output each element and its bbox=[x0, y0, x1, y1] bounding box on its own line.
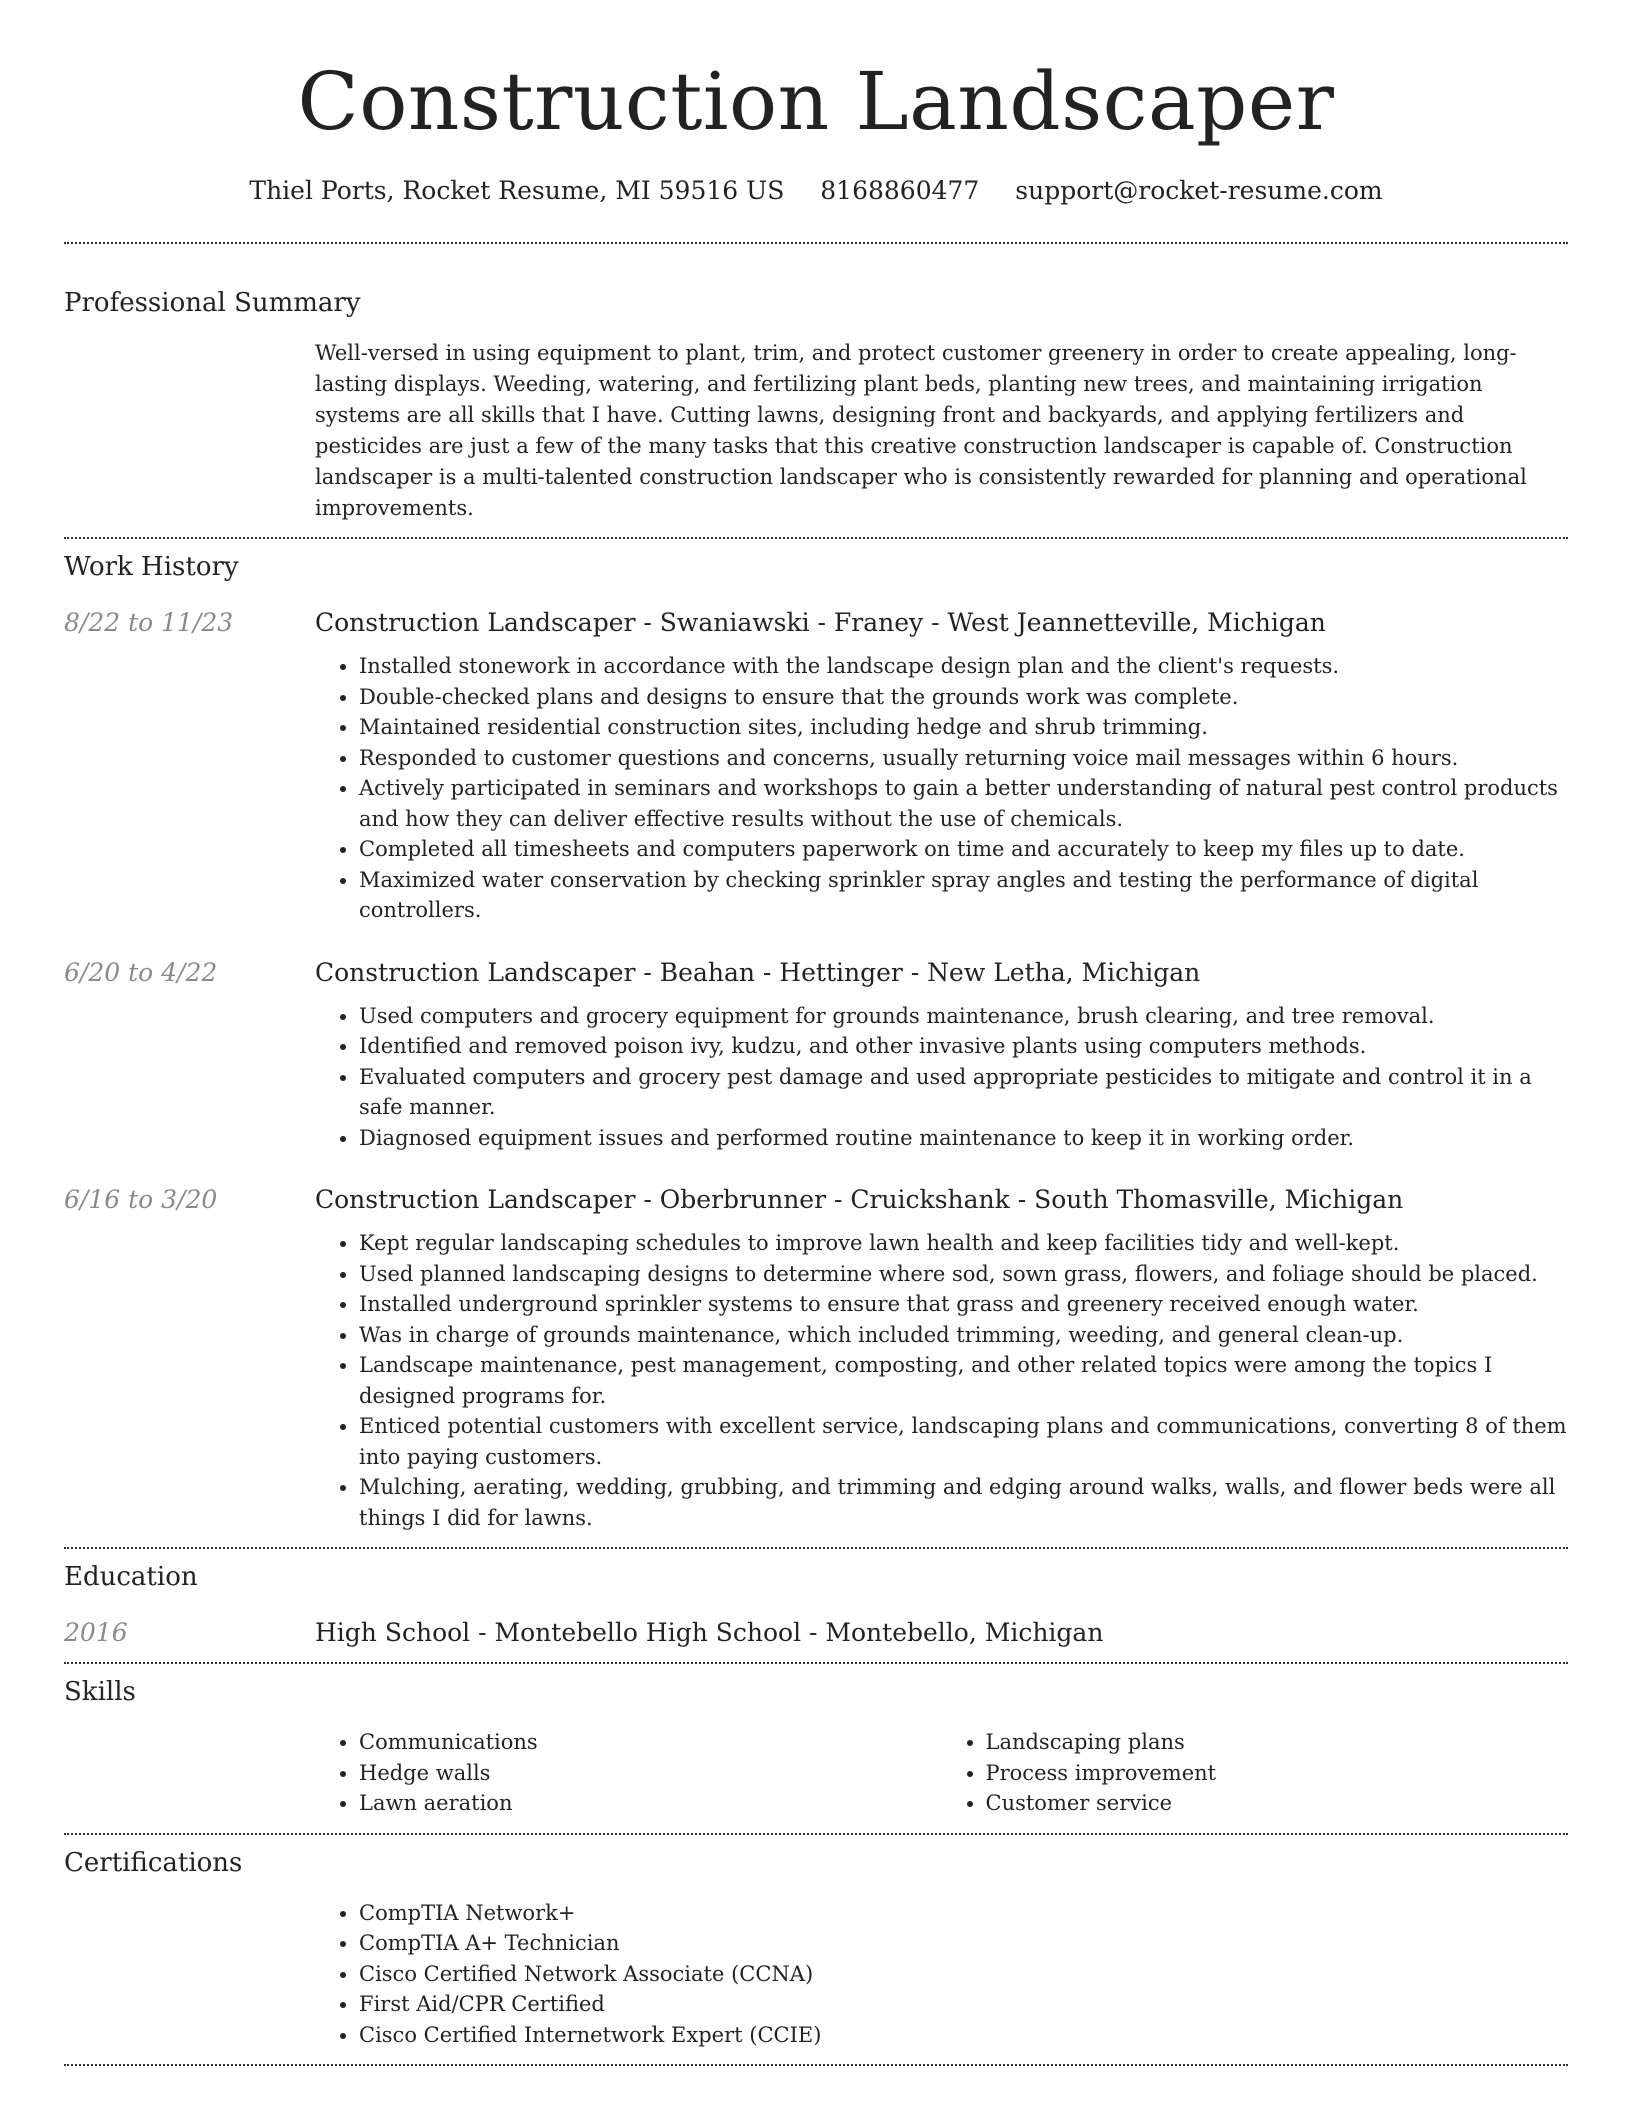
job-bullets bbox=[315, 1001, 1568, 1154]
section-divider bbox=[64, 1833, 1568, 1835]
contact-line bbox=[64, 174, 1568, 208]
job-entry bbox=[64, 1183, 1568, 1533]
skills-section bbox=[64, 1675, 1568, 1819]
certifications-spacer bbox=[64, 1898, 315, 2051]
contact-email: support@rocket-resume.com bbox=[1015, 176, 1383, 205]
job-title: Construction Landscaper - Swaniawski - Franey - West Jeannetteville, Michigan bbox=[315, 608, 1326, 637]
section-divider bbox=[64, 242, 1568, 244]
skills-spacer bbox=[64, 1727, 315, 1819]
contact-phone: 8168860477 bbox=[820, 176, 980, 205]
skills-list-left bbox=[315, 1727, 942, 1819]
list-item: • Landscaping plans bbox=[986, 1727, 1569, 1758]
section-divider bbox=[64, 537, 1568, 539]
section-divider bbox=[64, 2064, 1568, 2066]
list-item: • Process improvement bbox=[986, 1758, 1569, 1789]
list-item: • Used planned landscaping designs to determine where sod, sown grass, flowers, and foliage should be placed. bbox=[359, 1259, 1568, 1290]
list-item: • Evaluated computers and grocery pest damage and used appropriate pesticides to mitigate and control it in a safe manner. bbox=[359, 1062, 1568, 1123]
list-item: • Landscape maintenance, pest management, composting, and other related topics were among the topics I designed programs for. bbox=[359, 1350, 1568, 1411]
summary-section bbox=[64, 286, 1568, 524]
job-title: Construction Landscaper - Beahan - Hettinger - New Letha, Michigan bbox=[315, 957, 1201, 987]
section-divider bbox=[64, 1547, 1568, 1549]
list-item: • Cisco Certified Internetwork Expert (CCIE) bbox=[359, 2020, 1568, 2051]
certifications-section bbox=[64, 1846, 1568, 2051]
job-title: Construction Landscaper - Oberbrunner - Cruickshank - South Thomasville, Michigan bbox=[315, 1185, 1404, 1214]
resume-page bbox=[64, 0, 1568, 2066]
work-history-section bbox=[64, 550, 1568, 1533]
list-item: • Installed stonework in accordance with the landscape design plan and the client's requests. bbox=[359, 651, 1568, 682]
education-entry bbox=[64, 1616, 1568, 1650]
summary-spacer bbox=[64, 338, 315, 524]
list-item: • Kept regular landscaping schedules to improve lawn health and keep facilities tidy and well-kept. bbox=[359, 1228, 1568, 1259]
education-year: 2016 bbox=[64, 1618, 128, 1647]
summary-text: Well-versed in using equipment to plant, trim, and protect customer greenery in order to create appealing, long-lasting displays. Weeding, watering, and fertilizing plant beds, planting new trees, and maintaining irrigation systems are all skills that I have. Cutting lawns, designing front and backyards, and applying fertilizers and pesticides are just a few of the many tasks that this creative construction landscaper is capable of. Construction landscaper is a multi-talented construction landscaper who is consistently rewarded for planning and operational improvements. bbox=[315, 341, 1527, 520]
job-bullets bbox=[315, 651, 1568, 926]
job-entry bbox=[64, 956, 1568, 1154]
list-item: • Actively participated in seminars and workshops to gain a better understanding of natural pest control products and how they can deliver effective results without the use of chemicals. bbox=[359, 773, 1568, 834]
list-item: • Maintained residential construction sites, including hedge and shrub trimming. bbox=[359, 712, 1568, 743]
contact-address: Thiel Ports, Rocket Resume, MI 59516 US bbox=[249, 176, 785, 205]
section-title-certifications: Certifications bbox=[64, 1847, 243, 1878]
list-item: • Mulching, aerating, wedding, grubbing, and trimming and edging around walks, walls, and flower beds were all things I did for lawns. bbox=[359, 1472, 1568, 1533]
list-item: • Lawn aeration bbox=[359, 1788, 942, 1819]
certifications-list bbox=[315, 1898, 1568, 2051]
list-item: • Maximized water conservation by checking sprinkler spray angles and testing the performance of digital controllers. bbox=[359, 865, 1568, 926]
list-item: • Hedge walls bbox=[359, 1758, 942, 1789]
education-text: High School - Montebello High School - Montebello, Michigan bbox=[315, 1618, 1104, 1647]
list-item: • First Aid/CPR Certified bbox=[359, 1989, 1568, 2020]
job-bullets bbox=[315, 1228, 1568, 1533]
list-item: • Used computers and grocery equipment for grounds maintenance, brush clearing, and tree removal. bbox=[359, 1001, 1568, 1032]
list-item: • Installed underground sprinkler systems to ensure that grass and greenery received enough water. bbox=[359, 1289, 1568, 1320]
skills-list-right bbox=[942, 1727, 1569, 1819]
list-item: • Double-checked plans and designs to ensure that the grounds work was complete. bbox=[359, 682, 1568, 713]
list-item: • CompTIA A+ Technician bbox=[359, 1928, 1568, 1959]
list-item: • Communications bbox=[359, 1727, 942, 1758]
list-item: • Identified and removed poison ivy, kudzu, and other invasive plants using computers methods. bbox=[359, 1031, 1568, 1062]
list-item: • Diagnosed equipment issues and performed routine maintenance to keep it in working order. bbox=[359, 1123, 1568, 1154]
list-item: • Completed all timesheets and computers paperwork on time and accurately to keep my files up to date. bbox=[359, 834, 1568, 865]
section-title-summary: Professional Summary bbox=[64, 288, 361, 318]
job-dates: 8/22 to 11/23 bbox=[64, 608, 234, 637]
section-title-work-history: Work History bbox=[64, 552, 239, 582]
list-item: • CompTIA Network+ bbox=[359, 1898, 1568, 1929]
list-item: • Responded to customer questions and concerns, usually returning voice mail messages within 6 hours. bbox=[359, 743, 1568, 774]
list-item: • Cisco Certified Network Associate (CCNA) bbox=[359, 1959, 1568, 1990]
section-divider bbox=[64, 1662, 1568, 1664]
section-title-education: Education bbox=[64, 1562, 198, 1592]
job-dates: 6/16 to 3/20 bbox=[64, 1185, 218, 1214]
list-item: • Enticed potential customers with excellent service, landscaping plans and communications, converting 8 of them into paying customers. bbox=[359, 1411, 1568, 1472]
job-entry bbox=[64, 606, 1568, 926]
section-title-skills: Skills bbox=[64, 1677, 136, 1707]
candidate-name: Construction Landscaper bbox=[297, 55, 1335, 148]
job-dates: 6/20 to 4/22 bbox=[64, 957, 218, 987]
list-item: • Customer service bbox=[986, 1788, 1569, 1819]
list-item: • Was in charge of grounds maintenance, which included trimming, weeding, and general clean-up. bbox=[359, 1320, 1568, 1351]
education-section bbox=[64, 1560, 1568, 1650]
